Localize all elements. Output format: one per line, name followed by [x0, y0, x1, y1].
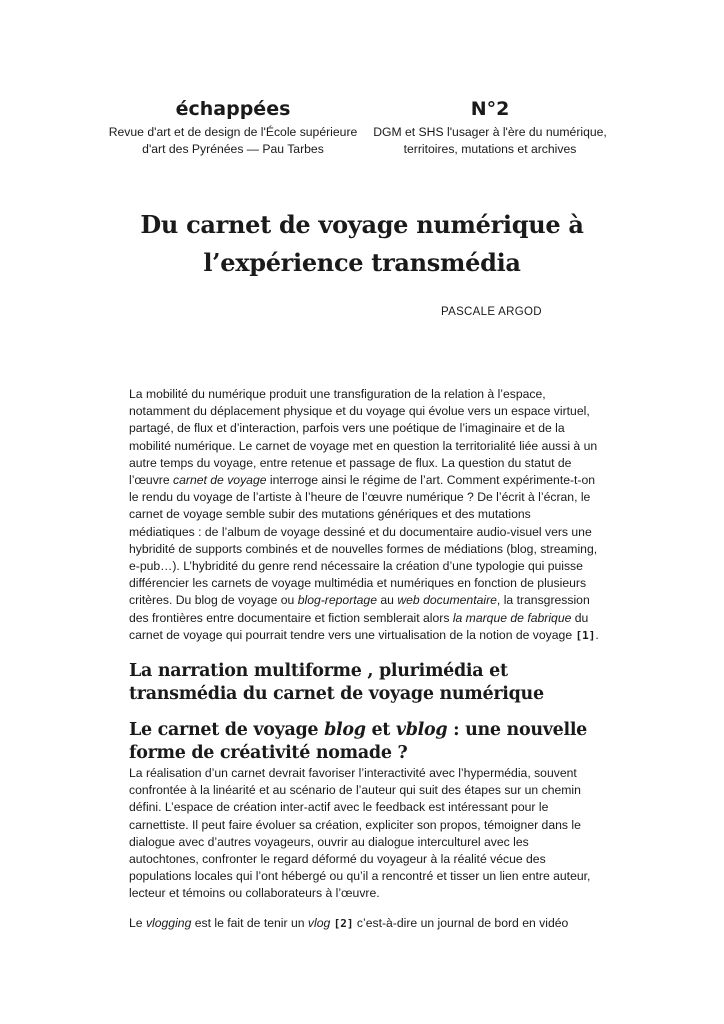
abstract-emphasis: blog-reportage	[297, 593, 377, 608]
article-body	[129, 386, 599, 932]
abstract-paragraph	[129, 386, 599, 644]
abstract-emphasis: la marque de fabrique	[452, 610, 572, 625]
paragraph-emphasis: vlog	[307, 915, 331, 930]
issue-number[interactable]: N°2	[470, 98, 510, 120]
body-paragraph-1: La réalisation d’un carnet devrait favoriser l’interactivité avec l’hypermédia, souvent confrontée à la linéarité et au scénario de l’auteur qui suit des étapes sur un chemin défini. L’espace de création inter-actif avec le feedback est intéressant pour le carnettiste. Il peut faire évoluer sa création, expliciter son propos, témoigner dans le dialogue avec d’autres voyageurs, ouvrir au dialogue interculturel avec les autochtones, confronter le regard déformé du voyageur à la réalité vécue des populations locales qui l’ont hébergé ou qu’il a rencontré et tisser un lien entre auteur, lecteur et témoins ou collaborateurs à l’œuvre.	[129, 766, 591, 901]
journal-name[interactable]: échappées	[175, 98, 291, 120]
issue-description: DGM et SHS l'usager à l'ère du numérique, territoires, mutations et archives	[373, 125, 607, 156]
article-title: Du carnet de voyage numérique à l’expérience transmédia	[140, 210, 584, 277]
abstract-text: du carnet de voyage qui pourrait tendre vers une virtualisation de la notion de voyage	[129, 610, 589, 642]
heading-text: : une nouvelle forme de créativité nomade ?	[129, 720, 587, 764]
section-heading: La narration multiforme , plurimédia et transmédia du carnet de voyage numérique	[129, 661, 544, 705]
paragraph-text: Le	[129, 915, 146, 930]
body-paragraph-2	[129, 915, 599, 932]
abstract-text: La mobilité du numérique produit une transfiguration de la relation à l’espace, notamment du déplacement physique et du voyage qui évolue vers un espace virtuel, partagé, de flux et d’interaction, parfois vers une poétique de l’imaginaire et de la mobilité numérique. Le carnet de voyage met en question la territorialité liée aussi à un autre temps du voyage, entre retenue et passage de flux. La question du statut de l’œuvre	[129, 387, 598, 488]
paragraph-emphasis: vlogging	[145, 915, 192, 930]
footnote-link-1[interactable]: [1]	[575, 628, 596, 642]
abstract-text: .	[595, 627, 599, 642]
paragraph-text: est le fait de tenir un	[191, 915, 308, 930]
journal-header	[108, 97, 358, 157]
heading-text: Le carnet de voyage	[129, 720, 325, 741]
subsection-heading	[129, 719, 599, 765]
article-author: PASCALE ARGOD	[441, 306, 542, 318]
heading-text: et	[365, 720, 396, 741]
abstract-text: interroge ainsi le régime de l’art. Comment expérimente-t-on le rendu du voyage de l’artiste à l’heure de l’œuvre numérique ? De l’écrit à l’écran, le carnet de voyage semble subir des mutations génériques et des mutations médiatiques : de l’album de voyage dessiné et du documentaire audio-visuel vers une hybridité de supports combinés et de nouvelles formes de médiations (blog, streaming, e-pub…). L’hybridité du genre rend nécessaire la création d’une typologie qui puisse différencier les carnets de voyage multimédia et numériques en fonction de plusieurs critères. Du blog de voyage ou	[129, 473, 598, 608]
paragraph-text: c’est-à-dire un journal de bord en vidéo	[353, 915, 569, 930]
heading-emphasis: blog	[324, 720, 366, 741]
abstract-text: au	[376, 593, 398, 608]
abstract-text: , la transgression des frontières entre documentaire et fiction semblerait alors	[129, 593, 590, 625]
abstract-emphasis: web documentaire	[397, 593, 497, 608]
abstract-emphasis: carnet de voyage	[173, 473, 267, 488]
journal-description: Revue d'art et de design de l'École supérieure d'art des Pyrénées — Pau Tarbes	[108, 125, 358, 156]
issue-header	[368, 97, 612, 157]
heading-emphasis: vblog	[395, 720, 448, 741]
footnote-link-2[interactable]: [2]	[333, 916, 354, 930]
